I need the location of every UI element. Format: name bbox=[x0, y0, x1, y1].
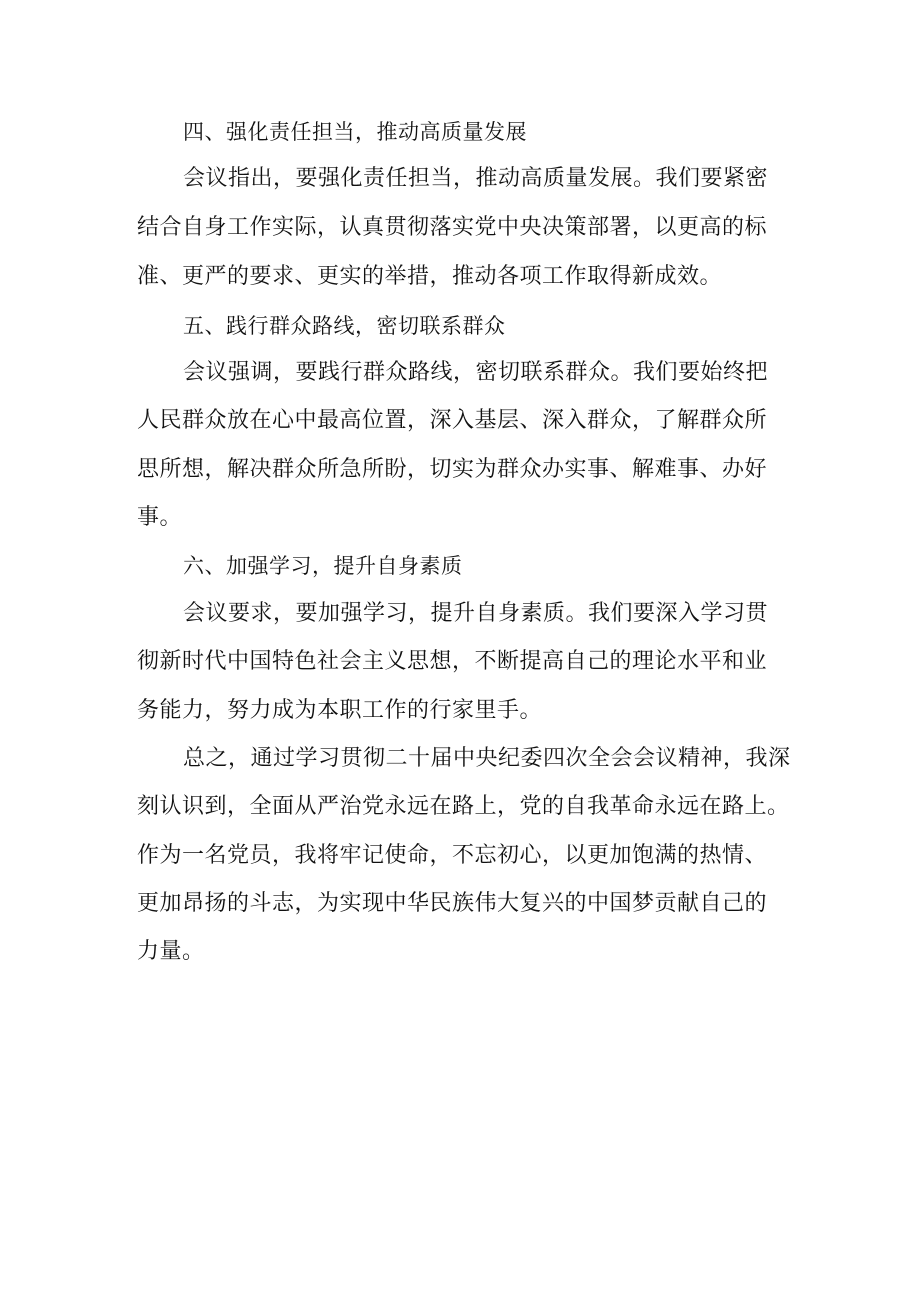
section-heading: 五、践行群众路线，密切联系群众 bbox=[183, 314, 506, 338]
section-heading: 六、加强学习，提升自身素质 bbox=[183, 554, 463, 578]
paragraph-line: 结合自身工作实际，认真贯彻落实党中央决策部署，以更高的标 bbox=[137, 215, 768, 240]
paragraph-line: 会议强调，要践行群众路线，密切联系群众。我们要始终把 bbox=[183, 360, 769, 385]
conclusion-line: 作为一名党员，我将牢记使命，不忘初心，以更加饱满的热情、 bbox=[137, 843, 768, 868]
conclusion-line: 总之，通过学习贯彻二十届中央纪委四次全会会议精神，我深 bbox=[183, 746, 791, 771]
paragraph-line: 准、更严的要求、更实的举措，推动各项工作取得新成效。 bbox=[137, 264, 723, 289]
section-heading: 四、强化责任担当，推动高质量发展 bbox=[183, 120, 527, 144]
paragraph-line: 思所想，解决群众所急所盼，切实为群众办实事、解难事、办好 bbox=[137, 457, 768, 482]
paragraph-line: 会议要求，要加强学习，提升自身素质。我们要深入学习贯 bbox=[183, 601, 769, 626]
paragraph-line: 彻新时代中国特色社会主义思想，不断提高自己的理论水平和业 bbox=[137, 649, 768, 674]
paragraph-line: 人民群众放在心中最高位置，深入基层、深入群众，了解群众所 bbox=[137, 408, 768, 433]
paragraph-line: 会议指出，要强化责任担当，推动高质量发展。我们要紧密 bbox=[183, 166, 769, 191]
paragraph-line: 事。 bbox=[137, 505, 183, 530]
paragraph-line: 务能力，努力成为本职工作的行家里手。 bbox=[137, 698, 543, 723]
conclusion-line: 力量。 bbox=[137, 939, 205, 964]
conclusion-line: 刻认识到，全面从严治党永远在路上，党的自我革命永远在路上。 bbox=[137, 794, 790, 819]
conclusion-line: 更加昂扬的斗志，为实现中华民族伟大复兴的中国梦贡献自己的 bbox=[137, 891, 768, 916]
